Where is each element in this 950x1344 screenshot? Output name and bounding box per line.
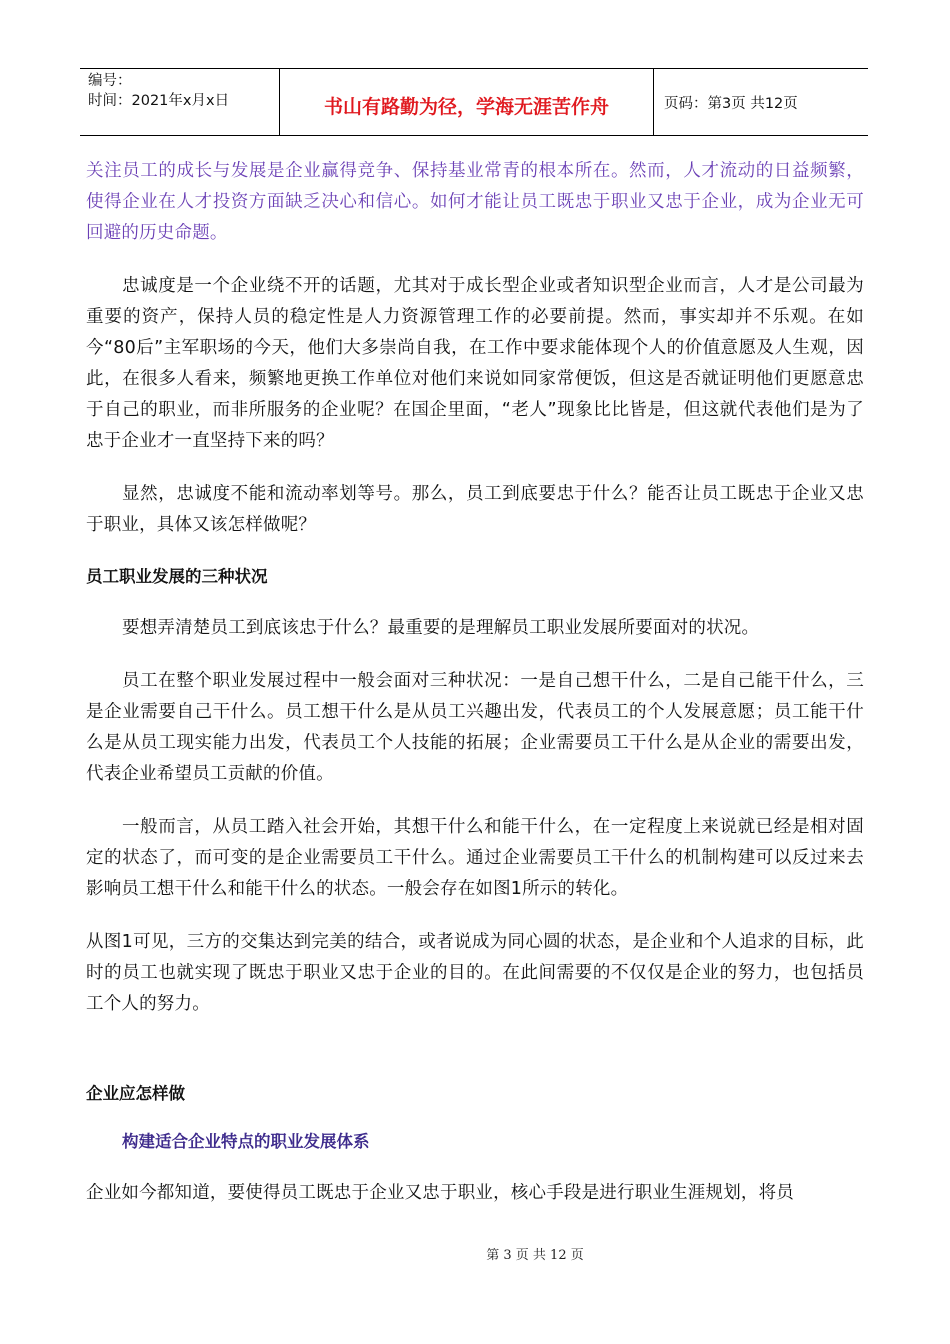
document-body [86,156,864,1231]
subsection-heading: 构建适合企业特点的职业发展体系 [122,1132,370,1151]
body-paragraph: 企业如今都知道，要使得员工既忠于企业又忠于职业，核心手段是进行职业生涯规划，将员 [86,1183,794,1203]
body-paragraph: 从图1可见，三方的交集达到完美的结合，或者说成为同心圆的状态，是企业和个人追求的目标，此时的员工也就实现了既忠于职业又忠于企业的目的。在此间需要的不仅仅是企业的努力，也包括员工个人的努力。 [86,932,864,1014]
body-paragraph: 显然，忠诚度不能和流动率划等号。那么，员工到底要忠于什么？能否让员工既忠于企业又忠于职业，具体又该怎样做呢？ [86,484,864,535]
intro-paragraph: 关注员工的成长与发展是企业赢得竞争、保持基业常青的根本所在。然而，人才流动的日益频繁，使得企业在人才投资方面缺乏决心和信心。如何才能让员工既忠于职业又忠于企业，成为企业无可回避的历史命题。 [86,161,864,243]
header-motto-cell [280,69,654,135]
section-heading: 员工职业发展的三种状况 [86,567,268,586]
page-code: 页码：第3页 共12页 [664,95,798,112]
serial-number: 编号： [88,73,132,89]
body-paragraph: 一般而言，从员工踏入社会开始，其想干什么和能干什么，在一定程度上来说就已经是相对固定的状态了，而可变的是企业需要员工干什么。通过企业需要员工干什么的机制构建可以反过来去影响员工想干什么和能干什么的状态。一般会存在如图1所示的转化。 [86,817,864,899]
body-paragraph: 要想弄清楚员工到底该忠于什么？最重要的是理解员工职业发展所要面对的状况。 [122,618,760,638]
header-page-cell [654,69,868,135]
body-paragraph: 忠诚度是一个企业绕不开的话题，尤其对于成长型企业或者知识型企业而言，人才是公司最为重要的资产，保持人员的稳定性是人力资源管理工作的必要前提。然而，事实却并不乐观。在如今“80后”主军职场的今天，他们大多崇尚自我，在工作中要求能体现个人的价值意愿及人生观，因此，在很多人看来，频繁地更换工作单位对他们来说如同家常便饭，但这是否就证明他们更愿意忠于自己的职业，而非所服务的企业呢？在国企里面，“老人”现象比比皆是，但这就代表他们是为了忠于企业才一直坚持下来的吗？ [86,276,864,451]
page-footer: 第 3 页 共 12 页 [486,1248,584,1263]
body-paragraph: 员工在整个职业发展过程中一般会面对三种状况：一是自己想干什么，二是自己能干什么，三是企业需要自己干什么。员工想干什么是从员工兴趣出发，代表员工的个人发展意愿；员工能干什么是从员工现实能力出发，代表员工个人技能的拓展；企业需要员工干什么是从企业的需要出发，代表企业希望员工贡献的价值。 [86,671,864,784]
date-line: 时间：2021年x月x日 [88,93,230,109]
header-meta-cell [80,69,280,135]
motto-text: 书山有路勤为径，学海无涯苦作舟 [323,95,609,118]
page-header [80,68,868,136]
section-heading: 企业应怎样做 [86,1084,185,1103]
